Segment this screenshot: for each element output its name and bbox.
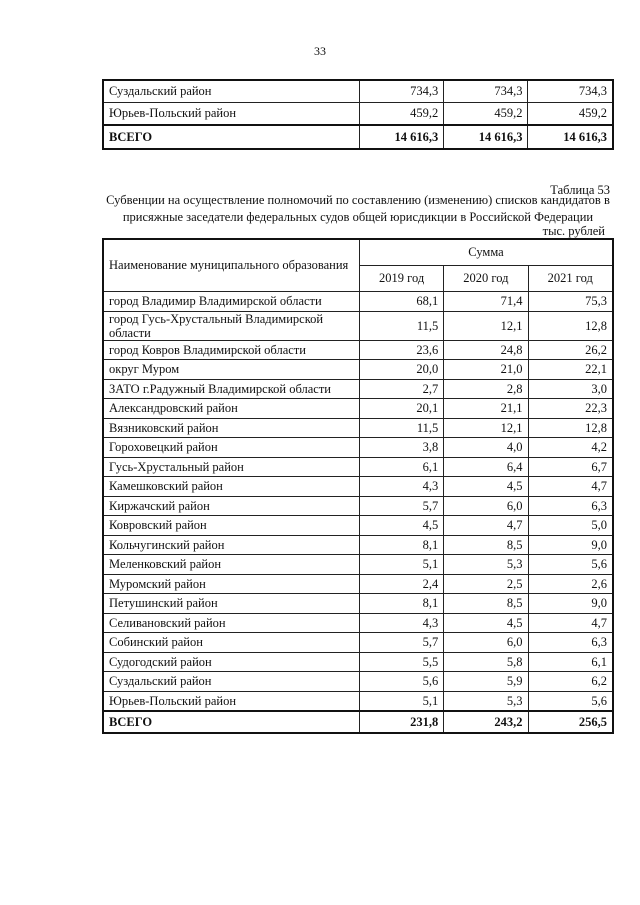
value-2021: 6,3 — [528, 633, 613, 653]
units-label: тыс. рублей — [542, 224, 605, 238]
header-sum: Сумма — [360, 239, 614, 266]
row-name: Суздальский район — [103, 672, 360, 692]
value-2021: 3,0 — [528, 379, 613, 399]
table-label: Таблица 53 — [550, 183, 610, 197]
row-name: Собинский район — [103, 633, 360, 653]
row-name: Киржачский район — [103, 496, 360, 516]
value-2021: 14 616,3 — [528, 125, 613, 149]
value-2020: 5,3 — [444, 555, 528, 575]
header-2019: 2019 год — [360, 266, 444, 292]
value-2019: 5,6 — [360, 672, 444, 692]
value-2021: 75,3 — [528, 292, 613, 312]
table-row — [103, 477, 613, 497]
row-name: Гороховецкий район — [103, 438, 360, 458]
table-row — [103, 516, 613, 536]
value-2019: 6,1 — [360, 457, 444, 477]
value-2020: 2,5 — [444, 574, 528, 594]
value-2020: 2,8 — [444, 379, 528, 399]
value-2021: 5,0 — [528, 516, 613, 536]
row-name: Юрьев-Польский район — [103, 103, 360, 126]
value-2020: 5,8 — [444, 652, 528, 672]
value-2020: 5,9 — [444, 672, 528, 692]
value-2021: 12,8 — [528, 311, 613, 340]
value-2019: 23,6 — [360, 340, 444, 360]
value-2019: 5,7 — [360, 633, 444, 653]
value-2020: 14 616,3 — [444, 125, 528, 149]
row-name: Юрьев-Польский район — [103, 691, 360, 711]
value-2019: 734,3 — [360, 80, 444, 103]
value-2020: 243,2 — [444, 711, 528, 733]
value-2021: 5,6 — [528, 555, 613, 575]
value-2021: 9,0 — [528, 535, 613, 555]
value-2019: 2,4 — [360, 574, 444, 594]
value-2020: 4,0 — [444, 438, 528, 458]
table-row — [103, 438, 613, 458]
table-row — [103, 103, 613, 126]
value-2019: 231,8 — [360, 711, 444, 733]
table-row — [103, 594, 613, 614]
value-2019: 5,5 — [360, 652, 444, 672]
continuation-table-body — [103, 80, 613, 149]
table-row — [103, 613, 613, 633]
row-name: Судогодский район — [103, 652, 360, 672]
row-name: Кольчугинский район — [103, 535, 360, 555]
table-row — [103, 292, 613, 312]
header-2020: 2020 год — [444, 266, 528, 292]
value-2021: 4,2 — [528, 438, 613, 458]
row-name: Суздальский район — [103, 80, 360, 103]
row-name: Петушинский район — [103, 594, 360, 614]
table-row — [103, 379, 613, 399]
value-2021: 6,3 — [528, 496, 613, 516]
value-2019: 4,3 — [360, 613, 444, 633]
value-2020: 4,5 — [444, 613, 528, 633]
value-2019: 2,7 — [360, 379, 444, 399]
value-2019: 5,7 — [360, 496, 444, 516]
value-2019: 14 616,3 — [360, 125, 444, 149]
value-2020: 6,0 — [444, 633, 528, 653]
header-2021: 2021 год — [528, 266, 613, 292]
table-row — [103, 399, 613, 419]
row-name: ВСЕГО — [103, 711, 360, 733]
table-row — [103, 311, 613, 340]
value-2021: 4,7 — [528, 477, 613, 497]
value-2019: 4,3 — [360, 477, 444, 497]
table-row — [103, 672, 613, 692]
row-name: Вязниковский район — [103, 418, 360, 438]
row-name: Меленковский район — [103, 555, 360, 575]
row-name: город Ковров Владимирской области — [103, 340, 360, 360]
value-2021: 22,3 — [528, 399, 613, 419]
value-2021: 256,5 — [528, 711, 613, 733]
row-name: ВСЕГО — [103, 125, 360, 149]
value-2020: 71,4 — [444, 292, 528, 312]
value-2021: 4,7 — [528, 613, 613, 633]
table-row — [103, 652, 613, 672]
table-row — [103, 360, 613, 380]
row-name: Селивановский район — [103, 613, 360, 633]
row-name: ЗАТО г.Радужный Владимирской области — [103, 379, 360, 399]
value-2019: 8,1 — [360, 594, 444, 614]
value-2021: 6,7 — [528, 457, 613, 477]
value-2021: 2,6 — [528, 574, 613, 594]
value-2019: 11,5 — [360, 418, 444, 438]
value-2020: 21,1 — [444, 399, 528, 419]
value-2021: 12,8 — [528, 418, 613, 438]
value-2021: 734,3 — [528, 80, 613, 103]
value-2021: 9,0 — [528, 594, 613, 614]
row-name: Александровский район — [103, 399, 360, 419]
value-2020: 734,3 — [444, 80, 528, 103]
value-2019: 5,1 — [360, 555, 444, 575]
value-2021: 6,1 — [528, 652, 613, 672]
value-2021: 459,2 — [528, 103, 613, 126]
table-row — [103, 496, 613, 516]
row-name: город Владимир Владимирской области — [103, 292, 360, 312]
value-2020: 459,2 — [444, 103, 528, 126]
total-row — [103, 711, 613, 733]
value-2019: 3,8 — [360, 438, 444, 458]
subventions-table — [102, 238, 614, 734]
value-2019: 4,5 — [360, 516, 444, 536]
value-2019: 68,1 — [360, 292, 444, 312]
value-2020: 24,8 — [444, 340, 528, 360]
total-row — [103, 125, 613, 149]
row-name: Гусь-Хрустальный район — [103, 457, 360, 477]
value-2020: 4,7 — [444, 516, 528, 536]
value-2019: 20,1 — [360, 399, 444, 419]
value-2019: 459,2 — [360, 103, 444, 126]
value-2019: 5,1 — [360, 691, 444, 711]
table-row — [103, 457, 613, 477]
table-header — [103, 239, 613, 292]
row-name: Ковровский район — [103, 516, 360, 536]
value-2020: 6,0 — [444, 496, 528, 516]
value-2021: 26,2 — [528, 340, 613, 360]
value-2020: 4,5 — [444, 477, 528, 497]
value-2020: 8,5 — [444, 535, 528, 555]
value-2019: 20,0 — [360, 360, 444, 380]
value-2019: 8,1 — [360, 535, 444, 555]
table-body — [103, 292, 613, 734]
row-name: город Гусь-Хрустальный Владимирской области — [103, 311, 360, 340]
continuation-table — [102, 79, 614, 150]
value-2020: 6,4 — [444, 457, 528, 477]
table-row — [103, 340, 613, 360]
table-row — [103, 555, 613, 575]
table-caption: Субвенции на осуществление полномочий по составлению (изменению) списков кандидатов в присяжные заседатели федеральных судов общей юрисдикции в Российской Федерации — [106, 193, 610, 224]
table-row — [103, 80, 613, 103]
value-2020: 8,5 — [444, 594, 528, 614]
value-2021: 5,6 — [528, 691, 613, 711]
table-row — [103, 574, 613, 594]
row-name: Камешковский район — [103, 477, 360, 497]
value-2021: 6,2 — [528, 672, 613, 692]
row-name: Муромский район — [103, 574, 360, 594]
page-number: 33 — [314, 44, 326, 58]
table-row — [103, 633, 613, 653]
value-2019: 11,5 — [360, 311, 444, 340]
row-name: округ Муром — [103, 360, 360, 380]
value-2020: 12,1 — [444, 418, 528, 438]
header-name: Наименование муниципального образования — [103, 239, 360, 292]
value-2020: 12,1 — [444, 311, 528, 340]
value-2020: 5,3 — [444, 691, 528, 711]
table-row — [103, 535, 613, 555]
table-row — [103, 418, 613, 438]
value-2020: 21,0 — [444, 360, 528, 380]
table-row — [103, 691, 613, 711]
value-2021: 22,1 — [528, 360, 613, 380]
